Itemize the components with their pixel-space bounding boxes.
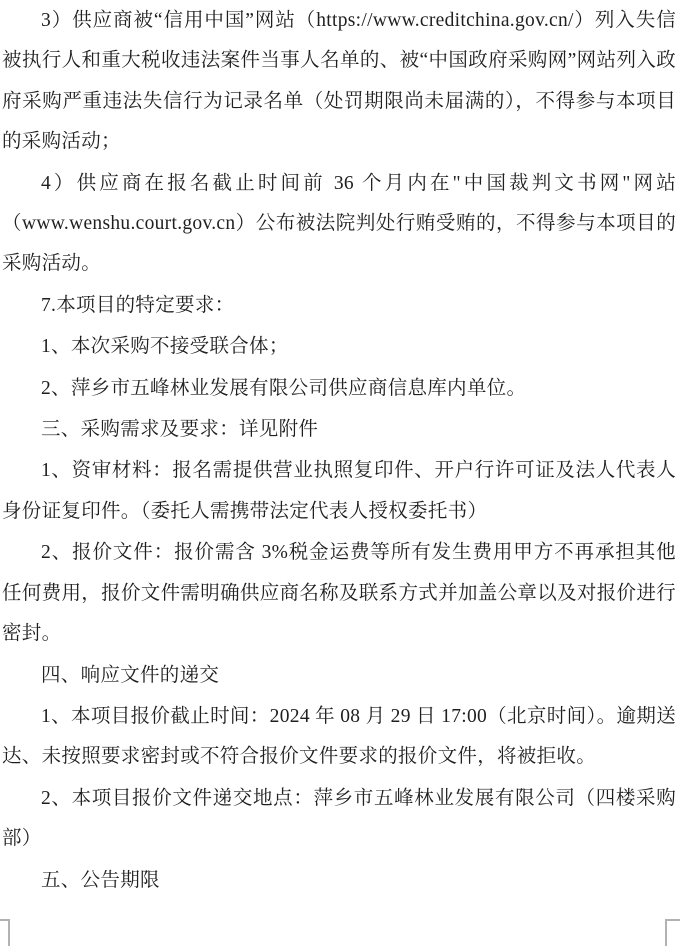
paragraph-section-4-response-submission: 四、响应文件的递交 [41,664,220,686]
paragraph-special-requirements-heading: 7.本项目的特定要求： [41,294,235,316]
paragraph-no-consortium: 1、本次采购不接受联合体； [41,336,289,358]
paragraph-quotation-deadline: 1、本项目报价截止时间：2024 年 08 月 29 日 17:00（北京时间）。逾期送达、未按照要求密封或不符合报价文件要求的报价文件，将被拒收。 [2,705,676,768]
paragraph-quotation-documents: 2、报价文件：报价需含 3%税金运费等所有发生费用甲方不再承担其他任何费用，报价文件需明确供应商名称及联系方式并加盖公章以及对报价进行密封。 [2,542,676,645]
table-boundary-corner-right [665,919,680,946]
paragraph-qualification-materials: 1、资审材料：报名需提供营业执照复印件、开户行许可证及法人代表人身份证复印件。（委托人需携带法定代表人授权委托书） [2,460,676,522]
paragraph-supplier-library-requirement: 2、萍乡市五峰林业发展有限公司供应商信息库内单位。 [41,377,527,399]
paragraph-submission-location: 2、本项目报价文件递交地点：萍乡市五峰林业发展有限公司（四楼采购部） [2,787,676,850]
table-boundary-corner-left [0,919,10,946]
paragraph-supplier-creditchina-clause: 3）供应商被“信用中国”网站（https://www.creditchina.gov.cn/）列入失信被执行人和重大税收违法案件当事人名单的、被“中国政府采购网”网站列入政府采购严重违法失信行为记录名单（处罚期限尚未届满的），不得参与本项目的采购活动； [2,10,676,153]
paragraph-section-3-procurement-requirements: 三、采购需求及要求：详见附件 [41,419,319,441]
paragraph-section-5-announcement-period: 五、公告期限 [41,869,160,891]
paragraph-supplier-wenshu-clause: 4）供应商在报名截止时间前 36 个月内在"中国裁判文书网"网站（www.wenshu.court.gov.cn）公布被法院判处行贿受贿的，不得参与本项目的采购活动。 [2,172,676,275]
